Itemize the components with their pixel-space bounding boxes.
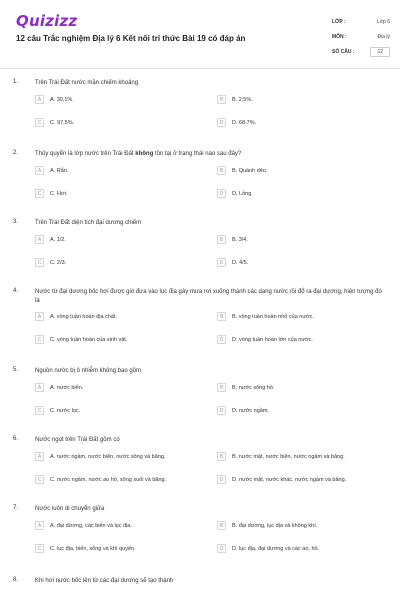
question-text-part: tồn tại ở trạng thái nào sau đây? xyxy=(153,151,242,157)
option-text: A. Rắn. xyxy=(50,167,69,174)
answer-option-c[interactable] xyxy=(35,118,74,127)
question-text xyxy=(35,288,385,305)
option-text: B. nước mặt, nước biển, nước ngầm và băng. xyxy=(232,453,345,460)
answer-option-c[interactable] xyxy=(35,189,67,198)
question-text xyxy=(35,577,385,586)
header-divider xyxy=(0,68,400,69)
option-letter-badge: A xyxy=(35,95,44,104)
option-text: A. nước biển. xyxy=(50,384,84,391)
answer-option-d[interactable] xyxy=(217,544,319,553)
option-text: D. 68,7%. xyxy=(232,119,257,126)
option-letter-badge: B xyxy=(217,235,226,244)
option-text: B. 2,5%. xyxy=(232,96,253,103)
option-letter-badge: C xyxy=(35,406,44,415)
option-letter-badge: A xyxy=(35,166,44,175)
question-number: 1. xyxy=(13,79,19,85)
option-letter-badge: D xyxy=(217,406,226,415)
question-text-part: Trên Trái Đất nước mặn chiếm khoảng xyxy=(35,80,139,86)
option-letter-badge: C xyxy=(35,118,44,127)
option-letter-badge: C xyxy=(35,335,44,344)
meta-class: LỚP : Lớp 6 xyxy=(332,18,390,25)
answer-option-a[interactable] xyxy=(35,166,68,175)
quiz-meta xyxy=(332,14,390,59)
question-text xyxy=(35,219,385,228)
answer-option-d[interactable] xyxy=(217,335,313,344)
question-text-part: Nguồn nước bị ô nhiễm không bao gồm xyxy=(35,368,142,374)
option-letter-badge: A xyxy=(35,235,44,244)
option-letter-badge: A xyxy=(35,383,44,392)
answer-option-d[interactable] xyxy=(217,258,248,267)
quizizz-logo: Quizizz xyxy=(16,12,78,30)
option-letter-badge: B xyxy=(217,166,226,175)
question-number: 7. xyxy=(13,505,19,511)
option-text: B. Quánh dẻo. xyxy=(232,167,268,174)
option-text: A. vòng tuần hoàn địa chất. xyxy=(50,313,117,320)
question-number: 3. xyxy=(13,219,19,225)
question-text xyxy=(35,436,385,445)
meta-subject: MÔN : Địa lý xyxy=(332,33,390,40)
answer-option-c[interactable] xyxy=(35,544,136,553)
answer-option-a[interactable] xyxy=(35,521,132,530)
question-text-part: Trên Trái Đất diện tích đại dương chiếm xyxy=(35,220,142,226)
option-text: C. 2/3. xyxy=(50,259,67,266)
option-text: A. đại dương, các biển và lục địa. xyxy=(50,522,132,529)
answer-option-c[interactable] xyxy=(35,475,166,484)
answer-option-b[interactable] xyxy=(217,312,314,321)
option-text: A. 1/2. xyxy=(50,236,66,243)
option-text: D. nước ngầm. xyxy=(232,407,269,414)
answer-option-d[interactable] xyxy=(217,118,256,127)
option-text: C. nước ngầm, nước ao hồ, sông suối và băng. xyxy=(50,476,167,483)
question-text xyxy=(35,150,385,159)
option-letter-badge: C xyxy=(35,475,44,484)
question-number: 5. xyxy=(13,367,19,373)
quiz-header xyxy=(0,0,400,66)
question-text xyxy=(35,505,385,514)
question-number: 6. xyxy=(13,436,19,442)
option-letter-badge: C xyxy=(35,189,44,198)
answer-option-b[interactable] xyxy=(217,95,253,104)
option-letter-badge: B xyxy=(217,95,226,104)
option-letter-badge: B xyxy=(217,521,226,530)
option-letter-badge: C xyxy=(35,544,44,553)
answer-option-c[interactable] xyxy=(35,406,80,415)
question-number: 8. xyxy=(13,577,19,583)
option-text: C. Hơi. xyxy=(50,190,68,197)
option-text: A. nước ngầm, nước biển, nước sông và băng. xyxy=(50,453,166,460)
option-letter-badge: D xyxy=(217,544,226,553)
option-text: A. 30,1%. xyxy=(50,96,74,103)
question-text xyxy=(35,367,385,376)
option-letter-badge: D xyxy=(217,118,226,127)
option-letter-badge: D xyxy=(217,335,226,344)
question-text-part: Nước từ đại dương bốc hơi được gió đưa vào lục địa gây mưa rơi xuống thành các dạng nước rồi đổ ra đại dương, hiện tượng đó là xyxy=(35,289,382,304)
answer-option-d[interactable] xyxy=(217,475,346,484)
answer-option-c[interactable] xyxy=(35,258,66,267)
answer-option-c[interactable] xyxy=(35,335,127,344)
option-letter-badge: D xyxy=(217,475,226,484)
answer-option-a[interactable] xyxy=(35,383,83,392)
option-text: B. vòng tuần hoàn nhỏ của nước. xyxy=(232,313,314,320)
answer-option-a[interactable] xyxy=(35,452,165,461)
option-letter-badge: D xyxy=(217,189,226,198)
option-letter-badge: D xyxy=(217,258,226,267)
option-text: D. Lỏng. xyxy=(232,190,253,197)
option-letter-badge: A xyxy=(35,452,44,461)
question-text-emphasis: không xyxy=(135,151,154,157)
option-text: D. vòng tuần hoàn lớn của nước. xyxy=(232,336,313,343)
answer-option-b[interactable] xyxy=(217,452,345,461)
question-text-part: Thủy quyển là lớp nước trên Trái Đất xyxy=(35,151,136,157)
answer-option-d[interactable] xyxy=(217,406,269,415)
answer-option-a[interactable] xyxy=(35,235,66,244)
option-letter-badge: A xyxy=(35,312,44,321)
option-text: B. 3/4. xyxy=(232,236,248,243)
option-text: D. lục địa, đại dương và các ao, hồ. xyxy=(232,545,320,552)
question-text-part: Nước ngọt trên Trái Đất gồm có xyxy=(35,437,120,443)
option-text: C. nước lọc. xyxy=(50,407,81,414)
answer-option-a[interactable] xyxy=(35,312,117,321)
question-text-part: Nước luôn di chuyển giữa xyxy=(35,506,105,512)
question-number: 4. xyxy=(13,288,19,294)
answer-option-b[interactable] xyxy=(217,383,274,392)
answer-option-a[interactable] xyxy=(35,95,74,104)
answer-option-d[interactable] xyxy=(217,189,253,198)
answer-option-b[interactable] xyxy=(217,166,267,175)
option-letter-badge: A xyxy=(35,521,44,530)
question-text xyxy=(35,79,385,88)
option-text: D. 4/5. xyxy=(232,259,249,266)
option-letter-badge: B xyxy=(217,452,226,461)
meta-question-count: SỐ CÂU : 12 xyxy=(332,44,390,59)
option-text: D. nước mặt, nước khác, nước ngầm và băng. xyxy=(232,476,347,483)
question-text-part: Khi hơi nước bốc lên từ các đại dương sẽ tạo thành xyxy=(35,578,174,584)
answer-option-b[interactable] xyxy=(217,521,317,530)
option-text: C. lục địa, biển, sông và khí quyển. xyxy=(50,545,136,552)
option-text: C. vòng tuần hoàn của sinh vật. xyxy=(50,336,128,343)
option-letter-badge: B xyxy=(217,312,226,321)
quiz-title: 12 câu Trắc nghiệm Địa lý 6 Kết nối tri thức Bài 19 có đáp án xyxy=(16,34,246,43)
option-text: B. đại dương, lục địa và không khí. xyxy=(232,522,318,529)
option-text: C. 97,5%. xyxy=(50,119,75,126)
answer-option-b[interactable] xyxy=(217,235,248,244)
question-number: 2. xyxy=(13,150,19,156)
option-letter-badge: B xyxy=(217,383,226,392)
option-text: B. nước sông hồ. xyxy=(232,384,275,391)
option-letter-badge: C xyxy=(35,258,44,267)
